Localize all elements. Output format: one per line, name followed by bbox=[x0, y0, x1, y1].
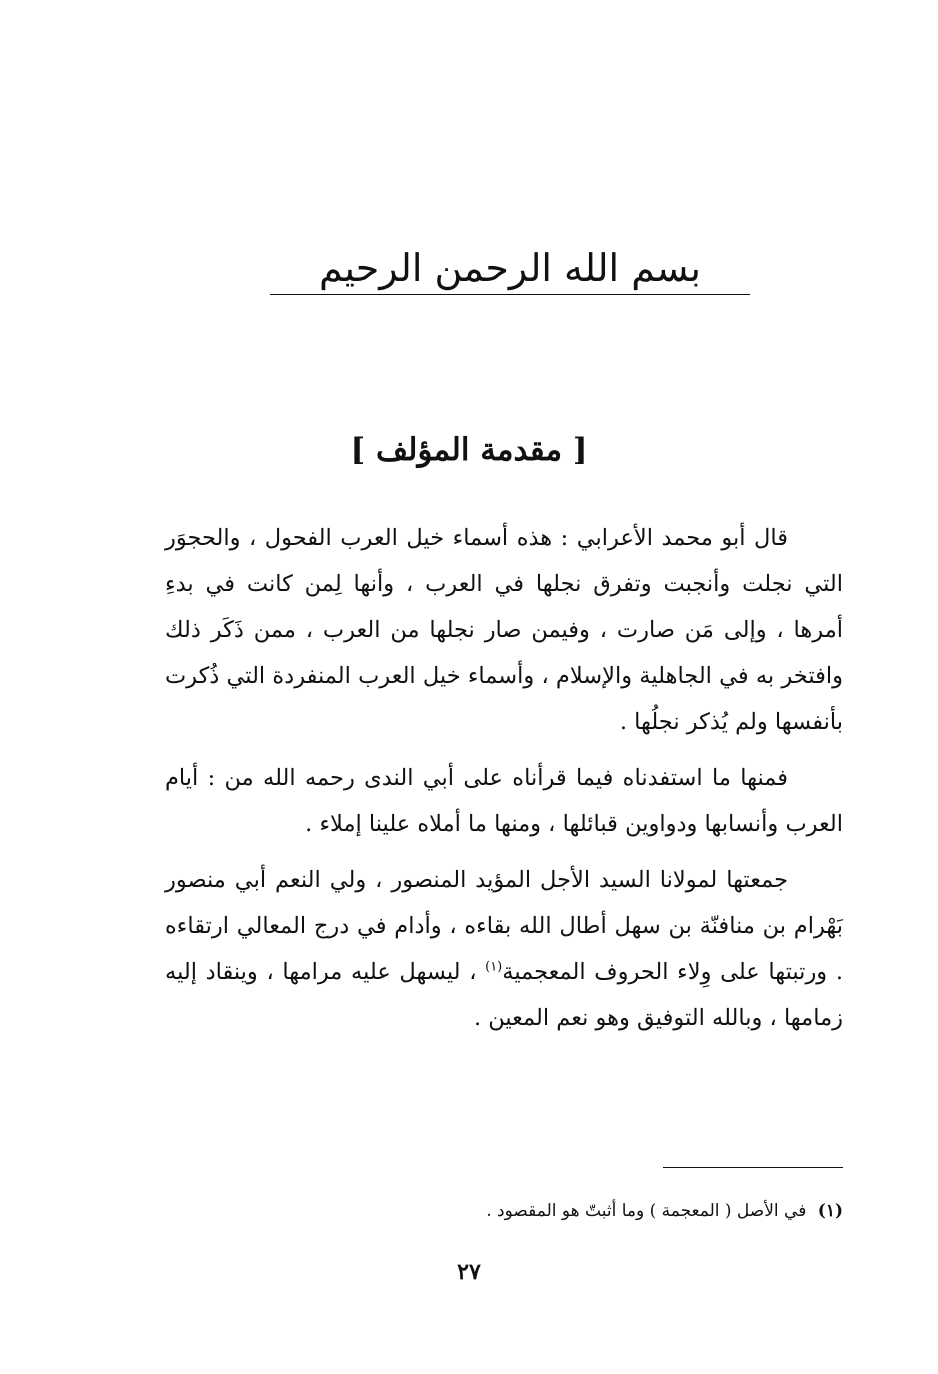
paragraph-3-part-1: جمعتها لمولانا السيد الأجل المؤيد المنصور ، ولي النعم أبي منصور بَهْرام بن منافنّة بن سهل أطال الله بقاءه ، وأدام في درج المعالي ارتقاءه . ورتبتها على وِلاء الحروف المعجمية bbox=[165, 867, 843, 985]
footnote bbox=[165, 1194, 843, 1228]
footnote-reference[interactable]: (١) bbox=[485, 959, 503, 975]
section-heading: [ مقدمة المؤلف ] bbox=[350, 432, 588, 468]
footnote-number: (١) bbox=[817, 1201, 843, 1221]
page-number: ٢٧ bbox=[457, 1259, 481, 1285]
paragraph-3-part-2: ، ليسهل عليه مرامها ، وينقاد إليه زمامها ، وبالله التوفيق وهو نعم المعين . bbox=[165, 959, 843, 1031]
basmala-extension-line bbox=[270, 294, 750, 295]
footnote-text: في الأصل ( المعجمة ) وما أثبتّ هو المقصود . bbox=[486, 1201, 807, 1221]
paragraph-2: فمنها ما استفدناه فيما قرأناه على أبي الندى رحمه الله من : أيام العرب وأنسابها ودواوين قبائلها ، ومنها ما أملاه علينا إملاء . bbox=[165, 765, 843, 837]
paragraph-3 bbox=[165, 857, 843, 1041]
basmala-calligraphy bbox=[250, 228, 770, 308]
paragraph-1: قال أبو محمد الأعرابي : هذه أسماء خيل العرب الفحول ، والحجوَر التي نجلت وأنجبت وتفرق نجلها في العرب ، وأنها لِمن كانت في بدءِ أمرها ، وإلى مَن صارت ، وفيمن صار نجلها من العرب ، ممن ذَكَر ذلك وافتخر به في الجاهلية والإسلام ، وأسماء خيل العرب المنفردة التي ذُكرت بأنفسها ولم يُذكر نجلُها . bbox=[165, 525, 843, 735]
body-text bbox=[165, 515, 843, 1051]
basmala-text: بسم الله الرحمن الرحيم bbox=[319, 246, 701, 290]
footnote-separator bbox=[663, 1167, 843, 1168]
